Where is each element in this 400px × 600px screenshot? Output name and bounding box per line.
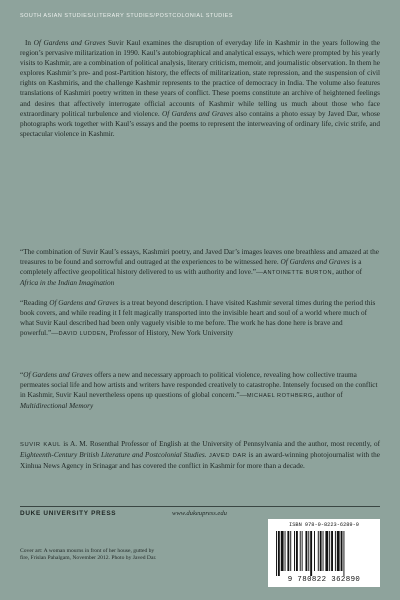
blurb-author-name: MICHAEL ROTHBERG bbox=[246, 393, 313, 400]
blurb-book-title: Of Gardens and Graves bbox=[23, 371, 93, 379]
barcode-bar bbox=[325, 531, 328, 571]
barcode-bar bbox=[302, 531, 303, 571]
blurb-text: “ bbox=[20, 371, 24, 379]
description-lead: In bbox=[25, 39, 34, 47]
photographer-name: JAVED DAR bbox=[206, 453, 247, 460]
blurb-text: is a completely affective geopolitical history delivered to us with authority and love.” bbox=[20, 258, 362, 277]
blurb-author-name: ANTOINETTE BURTON bbox=[263, 270, 333, 277]
blurb-author-book: Multidirectional Memory bbox=[20, 402, 94, 411]
barcode-bar bbox=[281, 531, 284, 571]
barcode-bar bbox=[296, 531, 298, 571]
barcode-bar bbox=[337, 531, 340, 571]
barcode-bars bbox=[276, 531, 372, 576]
book-description bbox=[20, 38, 380, 139]
barcode-bar bbox=[331, 531, 333, 571]
blurb-book-title: Of Gardens and Graves bbox=[49, 299, 119, 307]
blurb-burton bbox=[20, 247, 380, 288]
barcode-bar bbox=[323, 531, 324, 571]
barcode-bar bbox=[329, 531, 330, 571]
barcode-bar bbox=[335, 531, 336, 571]
description-text-2: also contains a photo essay by Javed Dar, whose photographs work together with Kaul’s essays and the poems to represent the interweaving of ordinary life, civic strife, and spectacular violence in Kashmir. bbox=[20, 109, 380, 138]
barcode-bar bbox=[343, 531, 344, 576]
description-text-1: Suvir Kaul examines the disruption of everyday life in Kashmir in the years following the region’s pervasive militarization in 1990. Kaul’s autobiographical and analytical essays, which were prompted by his yearly visits to Kashmir, are a combination of political analysis, literary criticism, memoir, and journalistic observation. In them he explores Kashmir’s pre- and post-Partition history, the effects of militarization, state repression, and the suspension of civil rights on Kashmiris, and the challenge Kashmir represents to the practice of democracy in India. The volume also features translations of Kashmiri poetry written in these years of conflict. These poems constitute an archive of heightened feelings and desires that affectively interrogate official accounts of Kashmir while telling us much about those who face extraordinary political turbulence and violence. bbox=[20, 39, 380, 118]
cover-art-credit: Cover art: A woman mourns in front of her house, gutted by fire, Frislan Pahalgam, November 2012. Photo by Javed Dar. bbox=[20, 548, 157, 562]
description-book-title: Of Gardens and Graves bbox=[33, 39, 106, 47]
blurb-author-name: DAVID LUDDEN bbox=[58, 331, 106, 338]
isbn-number: ISBN 978-0-8223-6289-0 bbox=[289, 522, 359, 528]
blurb-affiliation: , author of bbox=[332, 268, 363, 277]
author-bio: is A. M. Rosenthal Professor of English at the University of Pennsylvania and the author, most recently, of bbox=[60, 440, 380, 448]
description-book-title-2: Of Gardens and Graves bbox=[162, 109, 233, 118]
blurb-affiliation: , Professor of History, New York University bbox=[105, 329, 234, 338]
barcode-bar bbox=[294, 531, 295, 571]
isbn-barcode bbox=[268, 519, 380, 587]
blurb-text: “Reading bbox=[20, 299, 50, 307]
blurb-affiliation: , author of bbox=[312, 391, 343, 400]
barcode-bar bbox=[300, 531, 301, 571]
barcode-bar bbox=[276, 531, 277, 576]
blurb-dash: — bbox=[256, 268, 264, 277]
barcode-bar bbox=[278, 531, 280, 576]
author-recent-book: Eighteenth-Century British Literature and Postcolonial Studies. bbox=[20, 451, 207, 460]
blurb-ludden bbox=[20, 298, 380, 339]
barcode-bar bbox=[318, 531, 319, 571]
barcode-bar bbox=[341, 531, 343, 571]
barcode-bar bbox=[310, 531, 312, 576]
barcode-bar bbox=[320, 531, 322, 571]
divider-rule bbox=[20, 506, 380, 507]
barcode-bar bbox=[287, 531, 289, 571]
barcode-bar bbox=[285, 531, 286, 571]
ean-number: 9 780822 362890 bbox=[287, 576, 361, 584]
blurb-book-title: Of Gardens and Graves bbox=[280, 258, 350, 267]
blurb-dash: — bbox=[239, 391, 247, 400]
barcode-bar bbox=[290, 531, 291, 571]
blurb-author-book: Africa in the Indian Imagination bbox=[20, 279, 115, 288]
barcode-bar bbox=[305, 531, 307, 571]
author-name: SUVIR KAUL bbox=[20, 442, 61, 448]
blurb-text: “The combination of Suvir Kaul’s essays, Kashmiri poetry, and Javed Dar’s images leaves one breathless and amazed at the treasures to be found and sorrowful and outraged at the experiences to be witnessed here. bbox=[20, 248, 379, 267]
blurb-text: is a treat beyond description. I have visited Kashmir several times during the period this book covers, and while reading it I felt magically transported into the invisible heart and soul of a world where much of what Suvir Kaul described had been only vaguely visible to me before. The work he has done here is brave and powerful.” bbox=[20, 299, 376, 338]
blurb-dash: — bbox=[51, 329, 59, 338]
barcode-graphic bbox=[276, 531, 372, 576]
publisher-website[interactable]: www.dukeupress.edu bbox=[172, 510, 227, 517]
subject-categories: SOUTH ASIAN STUDIES/LITERARY STUDIES/POSTCOLONIAL STUDIES bbox=[20, 13, 234, 19]
blurb-text: offers a new and necessary approach to political violence, revealing how collective trauma permeates social life and how artists and writers have responded creatively to catastrophe. Intensely focused on the conflict in Kashmir, Suvir Kaul nevertheless opens up questions of global concern.” bbox=[20, 371, 378, 400]
photographer-bio: is an award-winning photojournalist with the Xinhua News Agency in Srinagar and has covered the conflict in Kashmir for more than a decade. bbox=[20, 451, 380, 471]
contributor-bios bbox=[20, 439, 380, 471]
publisher-name: DUKE UNIVERSITY PRESS bbox=[20, 510, 117, 517]
barcode-bar bbox=[308, 531, 309, 571]
blurb-rothberg bbox=[20, 370, 380, 411]
barcode-bar bbox=[314, 531, 315, 571]
